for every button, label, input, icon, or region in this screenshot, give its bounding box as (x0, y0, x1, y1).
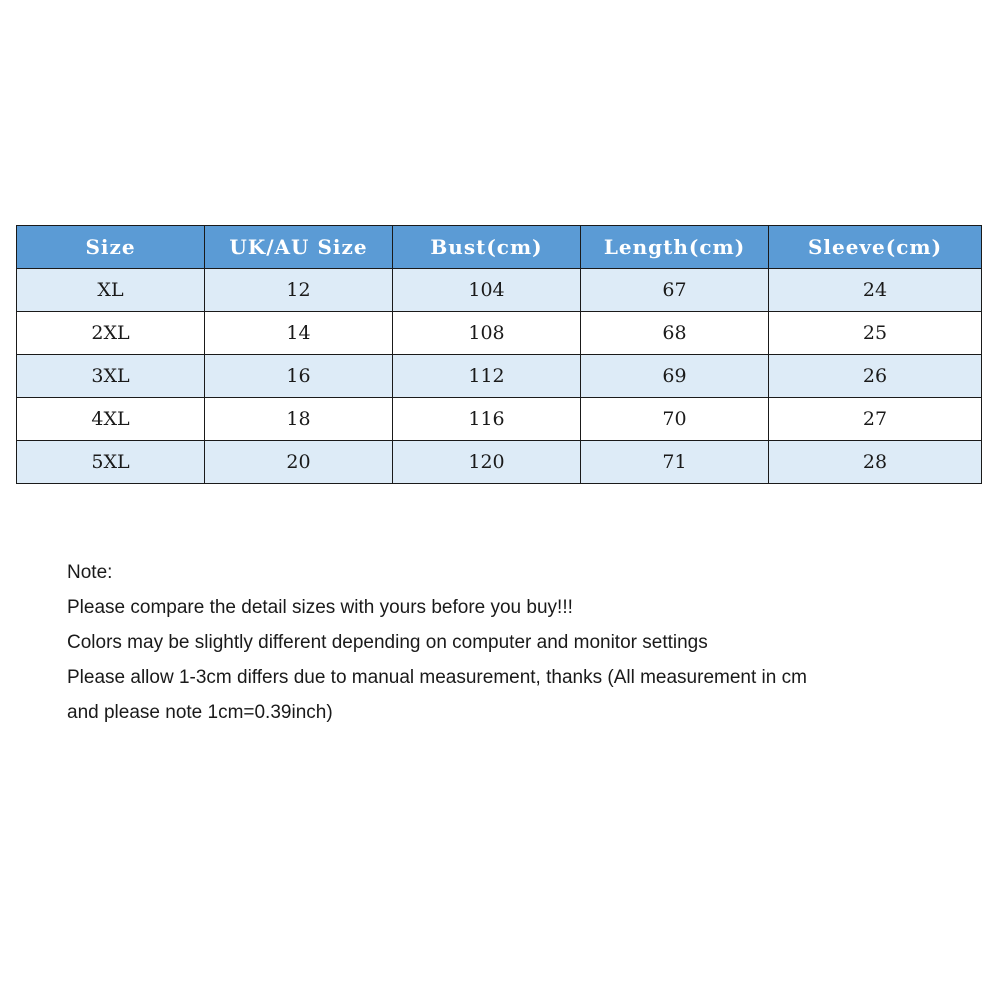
cell-sleeve: 24 (769, 269, 982, 312)
note-line: Colors may be slightly different depending on computer and monitor settings (67, 632, 708, 653)
table-header-row (17, 226, 982, 269)
cell-uk-au-size: 12 (205, 269, 393, 312)
header-size: Size (17, 226, 205, 269)
table-row (17, 441, 982, 484)
cell-uk-au-size: 18 (205, 398, 393, 441)
cell-bust: 108 (393, 312, 581, 355)
header-uk-au-size: UK/AU Size (205, 226, 393, 269)
cell-bust: 116 (393, 398, 581, 441)
cell-size: XL (17, 269, 205, 312)
cell-size: 2XL (17, 312, 205, 355)
cell-bust: 120 (393, 441, 581, 484)
cell-sleeve: 26 (769, 355, 982, 398)
cell-size: 4XL (17, 398, 205, 441)
cell-length: 70 (581, 398, 769, 441)
cell-length: 69 (581, 355, 769, 398)
cell-length: 71 (581, 441, 769, 484)
cell-sleeve: 27 (769, 398, 982, 441)
header-bust: Bust(cm) (393, 226, 581, 269)
cell-length: 67 (581, 269, 769, 312)
table-row (17, 312, 982, 355)
note-line: Please allow 1-3cm differs due to manual measurement, thanks (All measurement in cm (67, 667, 807, 688)
cell-size: 5XL (17, 441, 205, 484)
header-length: Length(cm) (581, 226, 769, 269)
table-row (17, 398, 982, 441)
cell-bust: 104 (393, 269, 581, 312)
cell-uk-au-size: 14 (205, 312, 393, 355)
table-row (17, 269, 982, 312)
size-chart-table (16, 225, 982, 484)
cell-uk-au-size: 16 (205, 355, 393, 398)
note-line: Please compare the detail sizes with yours before you buy!!! (67, 597, 573, 618)
header-sleeve: Sleeve(cm) (769, 226, 982, 269)
cell-uk-au-size: 20 (205, 441, 393, 484)
notes-heading: Note: (67, 562, 113, 583)
notes-section (67, 555, 967, 730)
cell-bust: 112 (393, 355, 581, 398)
cell-sleeve: 28 (769, 441, 982, 484)
cell-length: 68 (581, 312, 769, 355)
note-line: and please note 1cm=0.39inch) (67, 702, 333, 723)
table-row (17, 355, 982, 398)
cell-sleeve: 25 (769, 312, 982, 355)
cell-size: 3XL (17, 355, 205, 398)
